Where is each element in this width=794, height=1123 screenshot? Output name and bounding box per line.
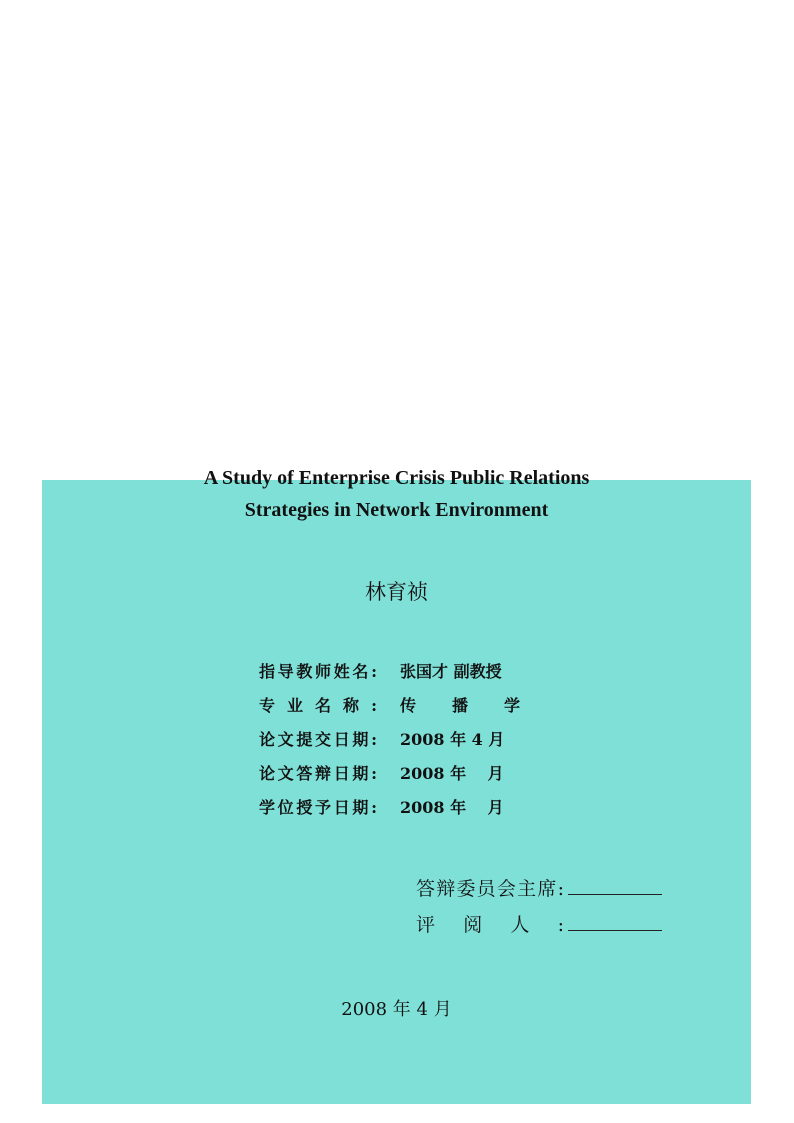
info-row-defense-date bbox=[259, 755, 520, 789]
info-value: 2008 年 月 bbox=[400, 797, 504, 817]
title-english-line-1: A Study of Enterprise Crisis Public Relations bbox=[203, 467, 590, 489]
info-label: 指导教师姓名: bbox=[259, 661, 377, 681]
info-label: 论文提交日期: bbox=[259, 729, 377, 749]
info-value: 张国才 副教授 bbox=[400, 661, 502, 681]
cover-date: 2008 年 4 月 bbox=[341, 999, 452, 1020]
info-label: 论文答辩日期: bbox=[259, 763, 377, 783]
signature-line bbox=[568, 894, 662, 895]
info-row-supervisor bbox=[259, 653, 520, 687]
info-value: 2008 年 4 月 bbox=[400, 729, 505, 749]
author-name: 林育祯 bbox=[365, 580, 428, 604]
info-row-major bbox=[259, 687, 520, 721]
signature-line bbox=[568, 930, 662, 931]
signature-row-chair bbox=[416, 865, 662, 901]
signature-block bbox=[416, 865, 662, 937]
signature-row-reviewer bbox=[416, 901, 662, 937]
info-label: 学位授予日期: bbox=[259, 797, 377, 817]
info-value: 传 播 学 bbox=[400, 695, 520, 715]
thesis-cover bbox=[42, 467, 751, 1104]
signature-label: 答辩委员会主席: bbox=[416, 878, 564, 900]
info-row-degree-date bbox=[259, 789, 520, 823]
thesis-info-block bbox=[259, 653, 520, 823]
title-english-line-2: Strategies in Network Environment bbox=[244, 499, 549, 521]
info-row-submission-date bbox=[259, 721, 520, 755]
info-label: 专业名称: bbox=[259, 695, 377, 715]
info-value: 2008 年 月 bbox=[400, 763, 504, 783]
signature-label: 评阅人: bbox=[416, 914, 564, 936]
